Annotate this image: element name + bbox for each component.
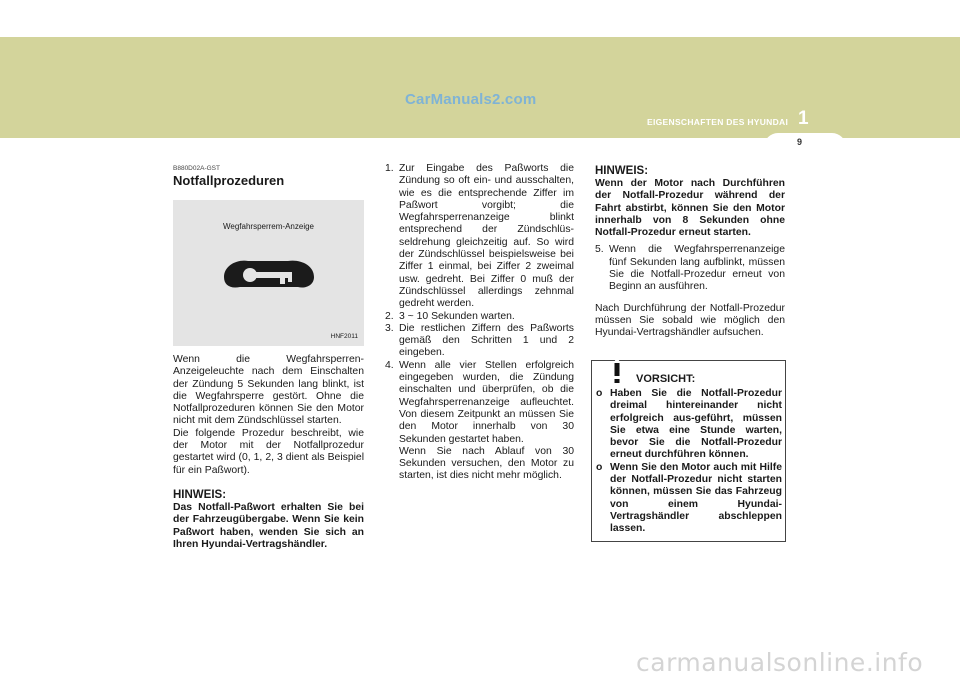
section-title: EIGENSCHAFTEN DES HYUNDAI	[647, 117, 789, 127]
chapter-number: 1	[798, 108, 809, 129]
bullet: o	[596, 388, 603, 399]
warning-items	[596, 388, 782, 536]
step-number: 2.	[385, 310, 394, 322]
step-number: 5.	[595, 244, 604, 256]
left-column	[173, 165, 364, 551]
step-text: Wenn die Wegfahrsperrenanzeige fünf Sekunden lang aufblinkt, müssen Sie die Notfall-Prozedur erneut von Beginn an ausführen.	[609, 244, 785, 293]
header-band	[0, 37, 960, 138]
procedure-paragraph: Die folgende Prozedur beschreibt, wie der Motor mit der Notfallprozedur gestartet wird (0, 1, 2, 3 dient als Beispiel für ein Paßwort).	[173, 427, 364, 476]
step-item-4	[385, 360, 574, 483]
site-brand[interactable]: CarManuals2.com	[405, 91, 537, 108]
exclamation-icon	[600, 356, 634, 386]
step-text: Die restlichen Ziffern des Paßworts gemäß den Schritten 1 und 2 eingeben.	[399, 322, 574, 359]
step-5-list	[595, 244, 785, 293]
warning-title: VORSICHT:	[636, 373, 696, 385]
step-item-5	[595, 244, 785, 293]
hinweis-heading-right: HINWEIS:	[595, 165, 649, 177]
page-number: 9	[797, 137, 803, 147]
warning-item-text: Wenn Sie den Motor auch mit Hilfe der Notfall-Prozedur nicht starten können, müssen Sie das Fahrzeug von einem Hyundai-Vertragshändler abschleppen lassen.	[610, 461, 782, 535]
warning-item-text: Haben Sie die Notfall-Prozedur dreimal hintereinander nicht erfolgreich aus-geführt, müssen Sie etwa eine Stunde warten, bevor Sie die Notfall-Prozedur erneut durchführen können.	[610, 388, 782, 461]
closing-paragraph: Nach Durchführung der Notfall-Prozedur müssen Sie sobald wie möglich den Hyundai-Vertragshändler aufsuchen.	[595, 302, 785, 339]
section-code: B880D02A-GST	[173, 165, 220, 172]
intro-paragraph: Wenn die Wegfahrsperren-Anzeigeleuchte nach dem Einschalten der Zündung 5 Sekunden lang blinkt, ist die Wegfahrsperre gestört. Ohne die Notfallprozeduren können Sie den Motor nicht mit dem Zündschlüssel starten.	[173, 354, 364, 427]
hinweis-text-right: Wenn der Motor nach Durchführen der Notfall-Prozedur während der Fahrt abstirbt, können Sie den Motor innerhalb von 8 Sekunden ohne Notfall-Prozedur erneut starten.	[595, 178, 785, 239]
step-text: Wenn alle vier Stellen erfolgreich eingegeben wurden, die Zündung einschalten und überprüfen, ob die Wegfahrsperrenanzeige aufleuchtet. Von diesem Zeitpunkt an müssen Sie den Motor innerhalb von 30 Sekunden gestartet haben.	[399, 359, 574, 445]
step-text: 3 ~ 10 Sekunden warten.	[399, 310, 515, 322]
steps-list	[385, 163, 574, 483]
figure-reference: HNF2011	[330, 332, 358, 340]
step-item-2	[385, 311, 574, 323]
step-text-continued: Wenn Sie nach Ablauf von 30 Sekunden versuchen, den Motor zu starten, ist dies nicht mehr möglich.	[399, 445, 574, 482]
step-text: Zur Eingabe des Paßworts die Zündung so oft ein- und ausschalten, wie es die entsprechende Ziffer im Paßwort vorgibt; die Wegfahrsperrenanzeige blinkt entsprechend der Zündschlüs-seldrehung gleichzeitig auf. So wird der Zündschlüssel beispielsweise bei Ziffer 1 einmal, bei Ziffer 2 zweimal usw. gedreht. Bei Ziffer 0 muß der Zündschlüssel allerdings zehnmal gedreht werden.	[399, 163, 574, 310]
hinweis-heading-left: HINWEIS:	[173, 488, 227, 501]
page-title: Notfallprozeduren	[173, 173, 285, 188]
immobilizer-figure	[173, 200, 364, 346]
warning-item	[596, 388, 782, 462]
page-tab	[764, 133, 846, 153]
hinweis-text-left: Das Notfall-Paßwort erhalten Sie bei der Fahrzeugübergabe. Wenn Sie kein Paßwort haben, wenden Sie sich an Ihren Hyundai-Vertragshändler.	[173, 501, 364, 550]
figure-caption: Wegfahrsperrem-Anzeige	[222, 222, 314, 231]
step-number: 1.	[385, 163, 394, 174]
right-column	[595, 165, 785, 340]
step-item-1	[385, 163, 574, 311]
warning-item	[596, 462, 782, 536]
step-number: 4.	[385, 359, 394, 371]
step-item-3	[385, 323, 574, 360]
bullet: o	[596, 461, 603, 473]
step-number: 3.	[385, 322, 394, 334]
key-in-car-icon	[220, 257, 316, 291]
watermark: carmanualsonline.info	[636, 648, 924, 677]
middle-column	[385, 163, 574, 483]
